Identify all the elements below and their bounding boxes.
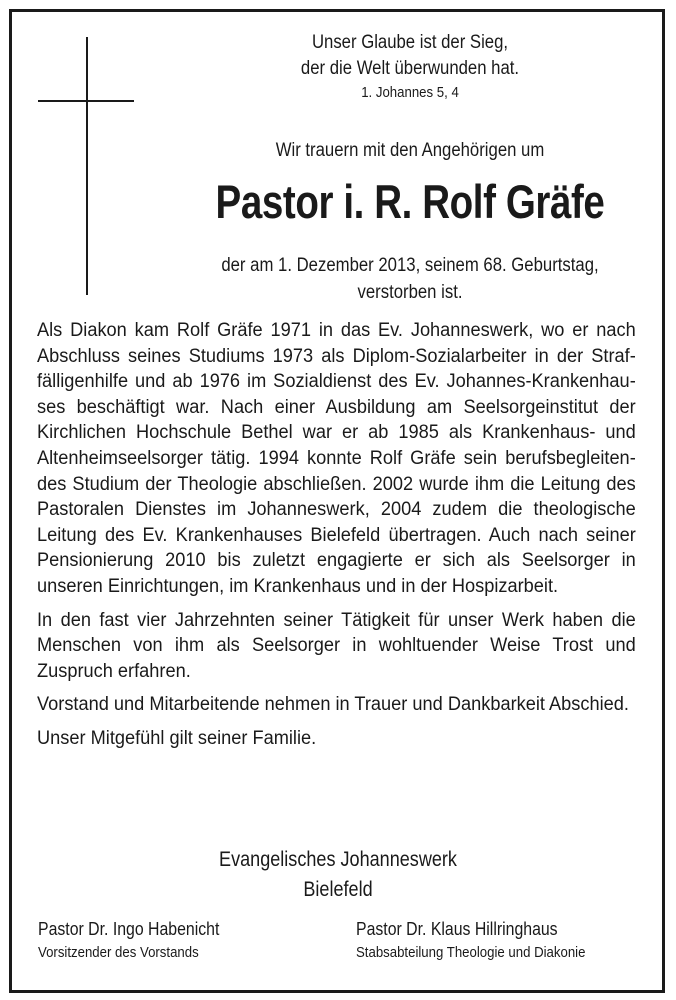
cross-icon-vertical-bar xyxy=(86,37,88,295)
organization-city: Bielefeld xyxy=(303,878,373,901)
verse-reference: 1. Johannes 5, 4 xyxy=(361,84,459,101)
verse-line-2: der die Welt überwunden hat. xyxy=(300,58,520,79)
death-line-2: verstorben ist. xyxy=(357,282,463,303)
signatory-role: Vorsitzender des Vorstands xyxy=(38,944,199,961)
cross-icon-horizontal-bar xyxy=(38,100,134,102)
mourning-intro: Wir trauern mit den Angehörigen um xyxy=(275,140,545,161)
obituary-body xyxy=(37,318,636,760)
signatory-role: Stabsabteilung Theologie und Diakonie xyxy=(356,944,586,961)
body-paragraph: Unser Mitgefühl gilt seiner Familie. xyxy=(37,727,317,749)
signatory-left xyxy=(38,916,219,964)
signatory-name: Pastor Dr. Ingo Habenicht xyxy=(38,919,220,939)
organization xyxy=(133,845,542,905)
verse-line-1: Unser Glaube ist der Sieg, xyxy=(311,32,509,53)
signatory-right xyxy=(356,916,585,964)
death-notice xyxy=(181,252,639,306)
body-paragraph: In den fast vier Jahrzehnten seiner Tätigkeit für unser Werk haben die Menschen von ihm als Seelsorger in wohltuender Weise Trost und Zuspruch erfahren. xyxy=(37,609,636,682)
body-paragraph: Als Diakon kam Rolf Gräfe 1971 in das Ev. Johanneswerk, wo er nach Abschluss seines Studiums 1973 als Diplom-Sozialarbeiter in der Straffälligenhilfe und ab 1976 im Sozialdienst des Ev. Johannes-Krankenhauses beschäftigt war. Nach einer Ausbildung am Seelsorgeinstitut der Kirchlichen Hochschule Bethel war er ab 1985 als Krankenhaus- und Altenheimseelsorger tätig. 1994 konnte Rolf Gräfe sein berufsbegleitendes Studium der Theologie abschließen. 2002 wurde ihm die Leitung des Pastoralen Dienstes im Johanneswerk, 2004 zudem die theologische Leitung des Ev. Krankenhauses Bielefeld übertragen. Auch nach seiner Pensionierung 2010 bis zuletzt engagierte er sich als Seelsorger in unseren Einrichtungen, im Krankenhaus und in der Hospizarbeit. xyxy=(37,320,636,597)
death-line-1: der am 1. Dezember 2013, seinem 68. Geburtstag, xyxy=(221,255,599,276)
signatory-name: Pastor Dr. Klaus Hillringhaus xyxy=(356,919,558,939)
bible-verse xyxy=(181,30,639,104)
body-paragraph: Vorstand und Mitarbeitende nehmen in Trauer und Dankbarkeit Abschied. xyxy=(37,694,629,716)
organization-name: Evangelisches Johanneswerk xyxy=(219,848,457,871)
deceased-name: Pastor i. R. Rolf Gräfe xyxy=(215,175,605,228)
